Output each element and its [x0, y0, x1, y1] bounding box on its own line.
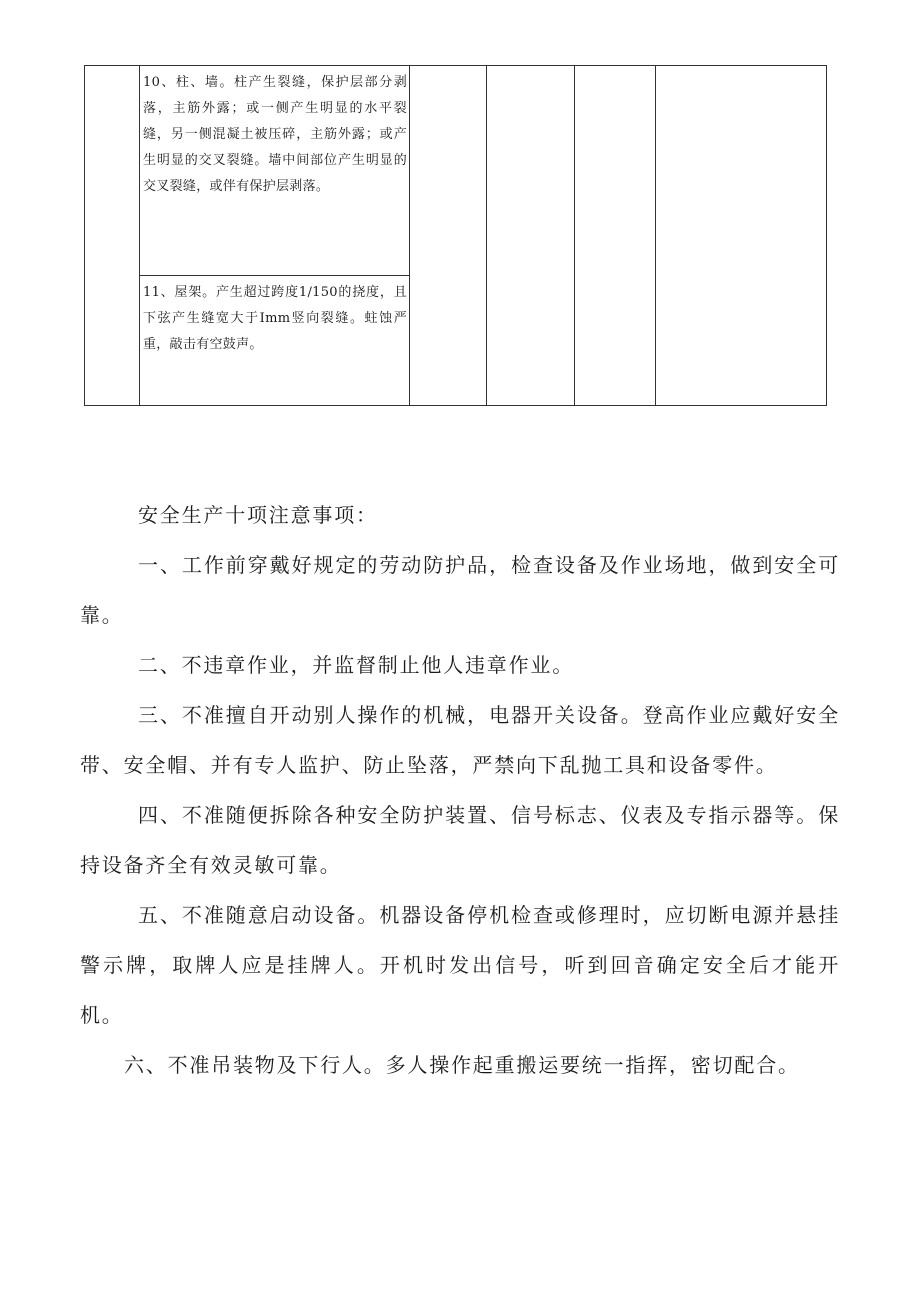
note-item-3: 三、不准擅自开动别人操作的机械，电器开关设备。登高作业应戴好安全带、安全帽、并有专人监护、防止坠落，严禁向下乱抛工具和设备零件。 — [80, 703, 840, 777]
safety-notes-section — [80, 490, 840, 1090]
table-cell-empty — [575, 66, 656, 406]
table-cell-empty — [487, 66, 575, 406]
table-cell-empty — [656, 66, 827, 406]
note-item-2: 二、不违章作业，并监督制止他人违章作业。 — [138, 653, 574, 677]
table-cell-item — [140, 66, 410, 276]
notes-title: 安全生产十项注意事项： — [138, 503, 378, 527]
note-item-5: 五、不准随意启动设备。机器设备停机检查或修理时，应切断电源并悬挂警示牌，取牌人应是挂牌人。开机时发出信号，听到回音确定安全后才能开机。 — [80, 903, 840, 1027]
item-text-column-wall: 10、柱、墙。柱产生裂缝，保护层部分剥落，主筋外露；或一侧产生明显的水平裂缝，另一侧混凝土被压碎，主筋外露；或产生明显的交叉裂缝。墙中间部位产生明显的交叉裂缝，或伴有保护层剥落。 — [143, 75, 407, 194]
note-item-4: 四、不准随便拆除各种安全防护装置、信号标志、仪表及专指示器等。保持设备齐全有效灵敏可靠。 — [80, 803, 840, 877]
table-cell-empty — [410, 66, 487, 406]
note-item-6: 六、不准吊装物及下行人。多人操作起重搬运要统一指挥，密切配合。 — [124, 1053, 800, 1077]
table-row — [85, 66, 827, 276]
item-text-roof-truss: 11、屋架。产生超过跨度1/150的挠度，且下弦产生缝宽大于Imm竖向裂缝。蛀蚀严重，敲击有空鼓声。 — [143, 285, 407, 352]
note-item-1: 一、工作前穿戴好规定的劳动防护品，检查设备及作业场地，做到安全可靠。 — [80, 553, 840, 627]
inspection-table — [84, 65, 827, 406]
table-cell-left-merged — [85, 66, 140, 406]
table-cell-item — [140, 276, 410, 406]
